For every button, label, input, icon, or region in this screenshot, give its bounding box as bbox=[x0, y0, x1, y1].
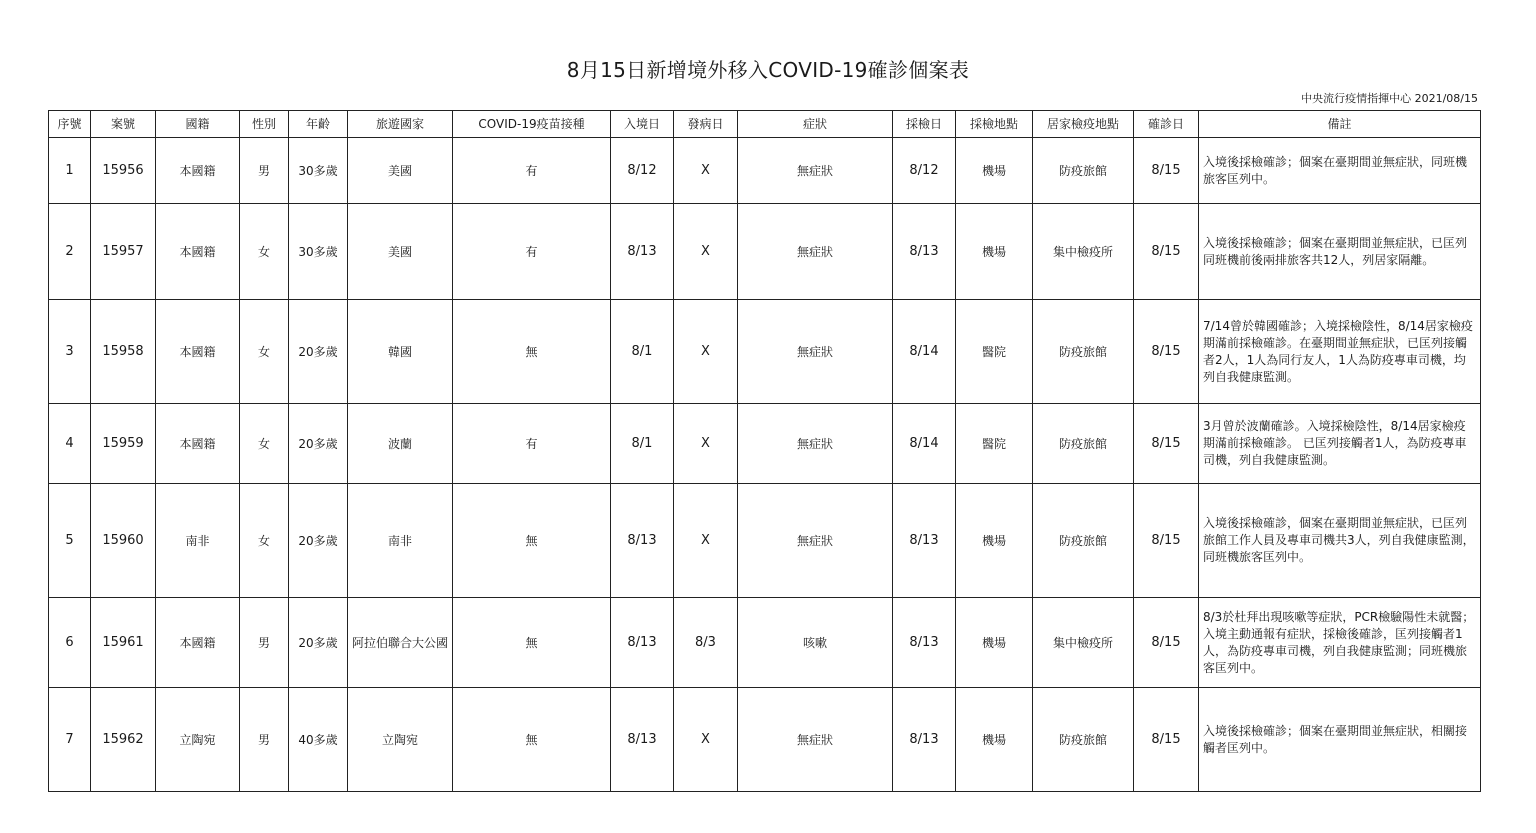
header-age: 年齡 bbox=[289, 111, 348, 138]
cell-confirmed-date: 8/15 bbox=[1134, 204, 1199, 300]
cell-gender: 女 bbox=[240, 204, 289, 300]
covid-case-table bbox=[48, 110, 1481, 792]
cell-sampling-date: 8/14 bbox=[893, 404, 956, 484]
cell-remarks: 入境後採檢確診；個案在臺期間並無症狀，相關接觸者匡列中。 bbox=[1199, 688, 1481, 792]
cell-quarantine-location: 集中檢疫所 bbox=[1033, 204, 1134, 300]
cell-sampling-date: 8/13 bbox=[893, 204, 956, 300]
cell-symptoms: 咳嗽 bbox=[738, 598, 893, 688]
cell-case-number: 15962 bbox=[91, 688, 156, 792]
cell-serial: 5 bbox=[49, 484, 91, 598]
cell-remarks: 7/14曾於韓國確診；入境採檢陰性，8/14居家檢疫期滿前採檢確診。在臺期間並無症狀，已匡列接觸者2人，1人為同行友人，1人為防疫專車司機，均列自我健康監測。 bbox=[1199, 300, 1481, 404]
cell-sampling-location: 機場 bbox=[956, 204, 1033, 300]
cell-quarantine-location: 防疫旅館 bbox=[1033, 688, 1134, 792]
cell-vaccination: 有 bbox=[453, 404, 611, 484]
header-entry-date: 入境日 bbox=[611, 111, 674, 138]
cell-nationality: 立陶宛 bbox=[156, 688, 240, 792]
cell-gender: 男 bbox=[240, 688, 289, 792]
cell-case-number: 15961 bbox=[91, 598, 156, 688]
header-confirmed-date: 確診日 bbox=[1134, 111, 1199, 138]
header-onset-date: 發病日 bbox=[674, 111, 738, 138]
cell-onset-date: X bbox=[674, 688, 738, 792]
cell-confirmed-date: 8/15 bbox=[1134, 300, 1199, 404]
cell-sampling-date: 8/12 bbox=[893, 138, 956, 204]
header-vaccination: COVID-19疫苗接種 bbox=[453, 111, 611, 138]
cell-quarantine-location: 防疫旅館 bbox=[1033, 484, 1134, 598]
cell-confirmed-date: 8/15 bbox=[1134, 484, 1199, 598]
cell-nationality: 本國籍 bbox=[156, 404, 240, 484]
cell-symptoms: 無症狀 bbox=[738, 404, 893, 484]
cell-serial: 3 bbox=[49, 300, 91, 404]
cell-age: 20多歲 bbox=[289, 598, 348, 688]
cell-age: 40多歲 bbox=[289, 688, 348, 792]
cell-symptoms: 無症狀 bbox=[738, 688, 893, 792]
cell-travel-country: 美國 bbox=[348, 204, 453, 300]
cell-travel-country: 波蘭 bbox=[348, 404, 453, 484]
cell-travel-country: 阿拉伯聯合大公國 bbox=[348, 598, 453, 688]
cell-entry-date: 8/12 bbox=[611, 138, 674, 204]
cell-symptoms: 無症狀 bbox=[738, 204, 893, 300]
cell-remarks: 入境後採檢確診；個案在臺期間並無症狀，已匡列同班機前後兩排旅客共12人，列居家隔離。 bbox=[1199, 204, 1481, 300]
header-serial: 序號 bbox=[49, 111, 91, 138]
cell-entry-date: 8/13 bbox=[611, 204, 674, 300]
cell-onset-date: X bbox=[674, 204, 738, 300]
cell-sampling-date: 8/14 bbox=[893, 300, 956, 404]
cell-sampling-location: 醫院 bbox=[956, 300, 1033, 404]
cell-age: 20多歲 bbox=[289, 484, 348, 598]
cell-travel-country: 南非 bbox=[348, 484, 453, 598]
table-row bbox=[49, 204, 1481, 300]
cell-sampling-date: 8/13 bbox=[893, 598, 956, 688]
cell-travel-country: 美國 bbox=[348, 138, 453, 204]
cell-entry-date: 8/1 bbox=[611, 404, 674, 484]
cell-age: 20多歲 bbox=[289, 404, 348, 484]
document-title: 8月15日新增境外移入COVID-19確診個案表 bbox=[566, 58, 970, 82]
cell-onset-date: 8/3 bbox=[674, 598, 738, 688]
source-date-line: 中央流行疫情指揮中心 2021/08/15 bbox=[1301, 92, 1478, 105]
cell-symptoms: 無症狀 bbox=[738, 138, 893, 204]
header-nationality: 國籍 bbox=[156, 111, 240, 138]
cell-confirmed-date: 8/15 bbox=[1134, 688, 1199, 792]
table-row bbox=[49, 688, 1481, 792]
cell-gender: 女 bbox=[240, 484, 289, 598]
cell-symptoms: 無症狀 bbox=[738, 300, 893, 404]
cell-remarks: 3月曾於波蘭確診。入境採檢陰性，8/14居家檢疫期滿前採檢確診。 已匡列接觸者1人，為防疫專車司機，列自我健康監測。 bbox=[1199, 404, 1481, 484]
cell-entry-date: 8/13 bbox=[611, 688, 674, 792]
cell-case-number: 15959 bbox=[91, 404, 156, 484]
cell-serial: 1 bbox=[49, 138, 91, 204]
cell-remarks: 入境後採檢確診，個案在臺期間並無症狀，已匡列旅館工作人員及專車司機共3人，列自我健康監測，同班機旅客匡列中。 bbox=[1199, 484, 1481, 598]
cell-onset-date: X bbox=[674, 300, 738, 404]
cell-case-number: 15958 bbox=[91, 300, 156, 404]
cell-serial: 6 bbox=[49, 598, 91, 688]
header-gender: 性別 bbox=[240, 111, 289, 138]
cell-nationality: 本國籍 bbox=[156, 300, 240, 404]
cell-nationality: 南非 bbox=[156, 484, 240, 598]
cell-vaccination: 有 bbox=[453, 204, 611, 300]
cell-quarantine-location: 防疫旅館 bbox=[1033, 300, 1134, 404]
cell-gender: 男 bbox=[240, 138, 289, 204]
cell-sampling-date: 8/13 bbox=[893, 688, 956, 792]
header-symptoms: 症狀 bbox=[738, 111, 893, 138]
cell-age: 30多歲 bbox=[289, 138, 348, 204]
cell-sampling-location: 機場 bbox=[956, 484, 1033, 598]
cell-age: 30多歲 bbox=[289, 204, 348, 300]
cell-onset-date: X bbox=[674, 404, 738, 484]
cell-serial: 7 bbox=[49, 688, 91, 792]
table-header-row bbox=[49, 111, 1481, 138]
cell-confirmed-date: 8/15 bbox=[1134, 404, 1199, 484]
cell-confirmed-date: 8/15 bbox=[1134, 598, 1199, 688]
header-travel-country: 旅遊國家 bbox=[348, 111, 453, 138]
table-row bbox=[49, 300, 1481, 404]
cell-onset-date: X bbox=[674, 138, 738, 204]
header-case-number: 案號 bbox=[91, 111, 156, 138]
cell-sampling-location: 機場 bbox=[956, 138, 1033, 204]
cell-sampling-location: 機場 bbox=[956, 598, 1033, 688]
table-row bbox=[49, 138, 1481, 204]
cell-sampling-location: 機場 bbox=[956, 688, 1033, 792]
cell-quarantine-location: 集中檢疫所 bbox=[1033, 598, 1134, 688]
cell-nationality: 本國籍 bbox=[156, 138, 240, 204]
cell-entry-date: 8/13 bbox=[611, 598, 674, 688]
cell-sampling-date: 8/13 bbox=[893, 484, 956, 598]
cell-quarantine-location: 防疫旅館 bbox=[1033, 404, 1134, 484]
cell-remarks: 8/3於杜拜出現咳嗽等症狀，PCR檢驗陽性未就醫；入境主動通報有症狀，採檢後確診，匡列接觸者1人，為防疫專車司機，列自我健康監測；同班機旅客匡列中。 bbox=[1199, 598, 1481, 688]
cell-vaccination: 無 bbox=[453, 688, 611, 792]
header-quarantine-location: 居家檢疫地點 bbox=[1033, 111, 1134, 138]
cell-serial: 4 bbox=[49, 404, 91, 484]
cell-symptoms: 無症狀 bbox=[738, 484, 893, 598]
cell-case-number: 15960 bbox=[91, 484, 156, 598]
cell-vaccination: 無 bbox=[453, 598, 611, 688]
cell-case-number: 15956 bbox=[91, 138, 156, 204]
cell-travel-country: 韓國 bbox=[348, 300, 453, 404]
cell-age: 20多歲 bbox=[289, 300, 348, 404]
cell-gender: 女 bbox=[240, 300, 289, 404]
cell-nationality: 本國籍 bbox=[156, 204, 240, 300]
table-row bbox=[49, 484, 1481, 598]
cell-sampling-location: 醫院 bbox=[956, 404, 1033, 484]
table-row bbox=[49, 404, 1481, 484]
cell-entry-date: 8/1 bbox=[611, 300, 674, 404]
cell-quarantine-location: 防疫旅館 bbox=[1033, 138, 1134, 204]
cell-vaccination: 有 bbox=[453, 138, 611, 204]
cell-vaccination: 無 bbox=[453, 484, 611, 598]
cell-gender: 女 bbox=[240, 404, 289, 484]
cell-remarks: 入境後採檢確診；個案在臺期間並無症狀，同班機旅客匡列中。 bbox=[1199, 138, 1481, 204]
cell-entry-date: 8/13 bbox=[611, 484, 674, 598]
cell-serial: 2 bbox=[49, 204, 91, 300]
header-sampling-location: 採檢地點 bbox=[956, 111, 1033, 138]
cell-case-number: 15957 bbox=[91, 204, 156, 300]
cell-nationality: 本國籍 bbox=[156, 598, 240, 688]
cell-travel-country: 立陶宛 bbox=[348, 688, 453, 792]
header-sampling-date: 採檢日 bbox=[893, 111, 956, 138]
cell-confirmed-date: 8/15 bbox=[1134, 138, 1199, 204]
cell-vaccination: 無 bbox=[453, 300, 611, 404]
table-row bbox=[49, 598, 1481, 688]
header-remarks: 備註 bbox=[1199, 111, 1481, 138]
cell-onset-date: X bbox=[674, 484, 738, 598]
cell-gender: 男 bbox=[240, 598, 289, 688]
